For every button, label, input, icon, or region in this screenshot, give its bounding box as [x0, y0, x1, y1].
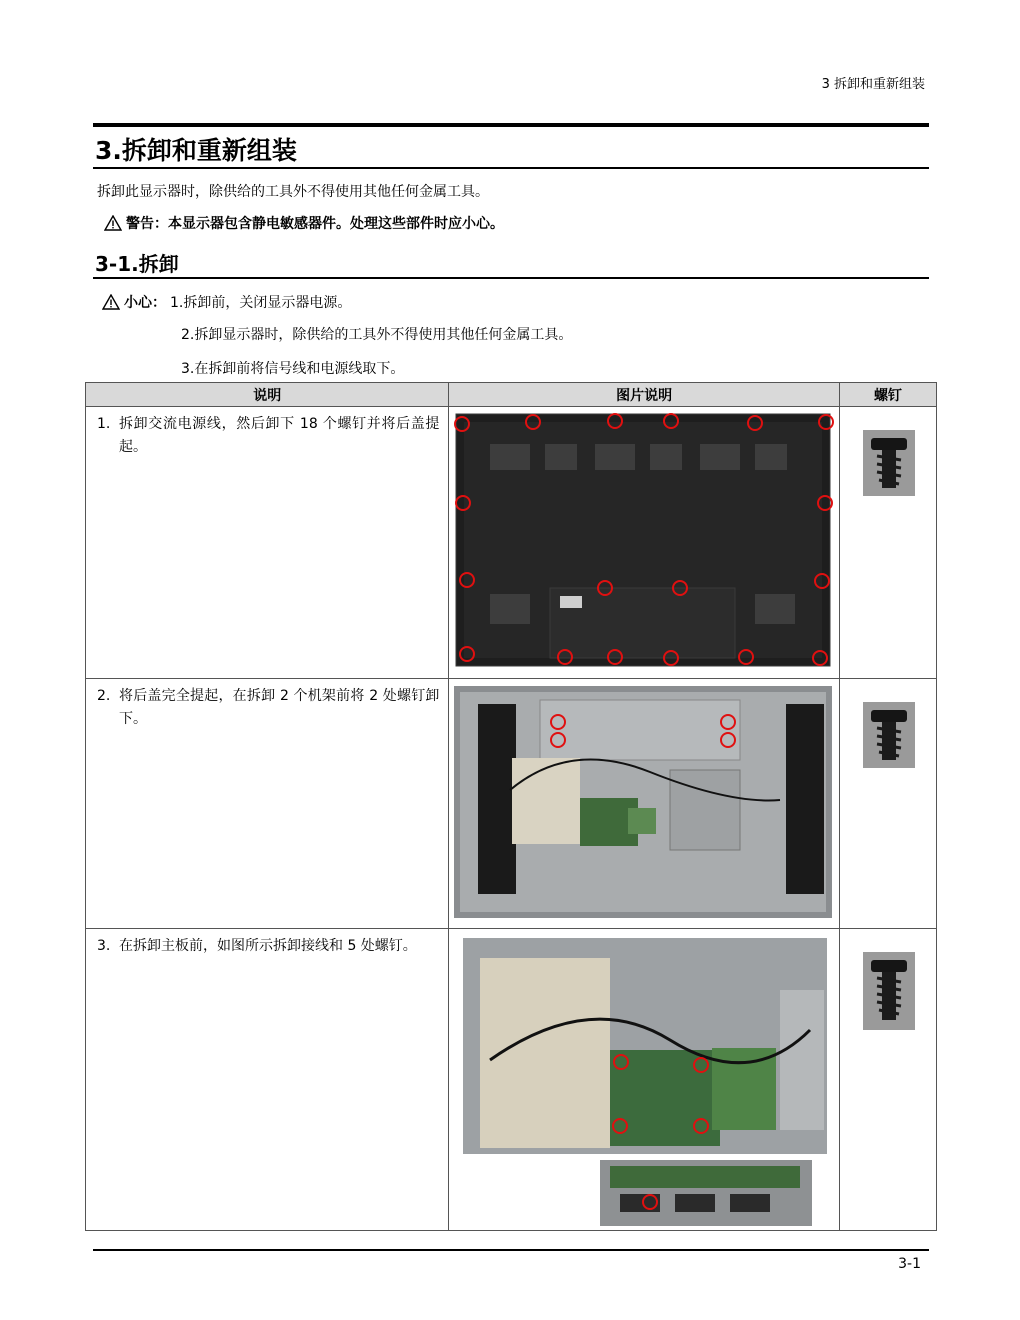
step-screw: [839, 679, 936, 929]
step-screw: [839, 407, 936, 679]
caution-label: 小心：: [124, 295, 166, 311]
column-header: 螺钉: [839, 383, 936, 407]
screw-icon: [841, 680, 936, 780]
chapter-title: 3.拆卸和重新组装: [95, 136, 297, 165]
warning-note: [104, 213, 504, 233]
step-number: 2.: [97, 688, 111, 704]
step-text: 拆卸交流电源线，然后卸下 18 个螺钉并将后盖提起。: [119, 416, 440, 455]
table-header-row: [86, 383, 937, 407]
page-number: 3-1: [898, 1256, 921, 1272]
step-screw: [839, 929, 936, 1231]
running-header: 3 拆卸和重新组装: [821, 77, 925, 92]
title-rule-top: [93, 123, 929, 127]
step-number: 3.: [97, 938, 111, 954]
caution-line: 3.在拆卸前将信号线和电源线取下。: [181, 361, 405, 377]
title-rule-bottom: [93, 167, 929, 169]
main-board-photo: [450, 930, 835, 1228]
caution-line: 1.拆卸前，关闭显示器电源。: [170, 295, 352, 311]
table-row: [86, 679, 937, 929]
caution-note: [102, 292, 351, 312]
step-text: 在拆卸主板前，如图所示拆卸接线和 5 处螺钉。: [119, 938, 417, 954]
rear-cover-photo: [450, 408, 835, 676]
table-row: [86, 407, 937, 679]
caution-line: 2.拆卸显示器时，除供给的工具外不得使用其他任何金属工具。: [181, 327, 573, 343]
step-number: 1.: [97, 416, 111, 432]
step-picture: [449, 929, 839, 1231]
warning-text: 警告：本显示器包含静电敏感器件。处理这些部件时应小心。: [126, 216, 504, 232]
step-description: [86, 929, 449, 1231]
step-text: 将后盖完全提起，在拆卸 2 个机架前将 2 处螺钉卸下。: [119, 688, 440, 727]
section-title: 3-1.拆卸: [95, 252, 179, 276]
intro-text: 拆卸此显示器时，除供给的工具外不得使用其他任何金属工具。: [97, 184, 489, 200]
screw-icon: [841, 408, 936, 508]
footer-rule: [93, 1249, 929, 1251]
step-picture: [449, 679, 839, 929]
table-row: [86, 929, 937, 1231]
chassis-photo: [450, 680, 835, 926]
column-header: 说明: [86, 383, 449, 407]
step-description: [86, 407, 449, 679]
warning-triangle-icon: [102, 294, 120, 310]
column-header: 图片说明: [449, 383, 839, 407]
warning-triangle-icon: [104, 215, 122, 231]
step-picture: [449, 407, 839, 679]
screw-icon: [841, 930, 936, 1034]
disassembly-table: [85, 382, 937, 1231]
step-description: [86, 679, 449, 929]
section-rule: [93, 277, 929, 279]
